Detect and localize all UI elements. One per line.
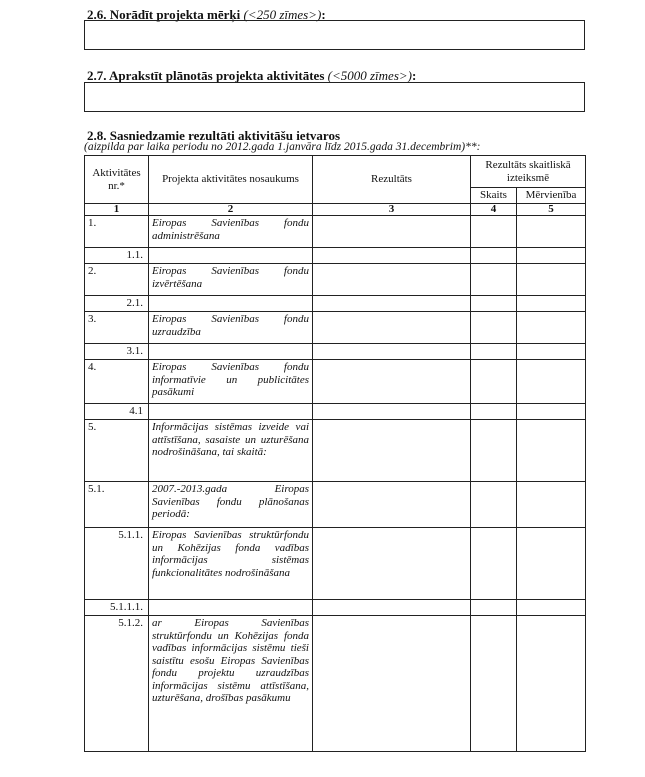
section-2-8-note: (aizpilda par laika periodu no 2012.gada 1.janvāra līdz 2015.gada 31.decembrim)**: bbox=[84, 141, 481, 153]
row-number: 4. bbox=[85, 360, 149, 404]
row-number: 2. bbox=[85, 264, 149, 296]
header-unit: Mērvienība bbox=[517, 188, 586, 204]
result-cell[interactable] bbox=[313, 264, 471, 296]
result-cell[interactable] bbox=[313, 482, 471, 528]
header-result: Rezultāts bbox=[313, 156, 471, 204]
planned-activities-field[interactable] bbox=[84, 82, 585, 112]
column-number: 2 bbox=[149, 204, 313, 216]
table-row bbox=[85, 360, 586, 404]
section-2-7-hint: (<5000 zīmes>) bbox=[327, 68, 412, 83]
activity-name-cell: Eiropas Savienības fondu informatīvie un publicitātes pasākumi bbox=[149, 360, 313, 404]
result-cell[interactable] bbox=[313, 248, 471, 264]
count-cell[interactable] bbox=[471, 482, 517, 528]
count-cell[interactable] bbox=[471, 600, 517, 616]
project-goal-field[interactable] bbox=[84, 20, 585, 50]
activity-name-cell[interactable] bbox=[149, 344, 313, 360]
table-row bbox=[85, 528, 586, 600]
activity-name-cell: Informācijas sistēmas izveide vai attīstīšana, sasaiste un uzturēšana nodrošināšana, tai skaitā: bbox=[149, 420, 313, 482]
section-2-6-label: 2.6. Norādīt projekta mērķi bbox=[87, 7, 241, 22]
section-2-6-colon: : bbox=[321, 7, 326, 22]
activity-name-cell[interactable] bbox=[149, 296, 313, 312]
unit-cell[interactable] bbox=[517, 482, 586, 528]
count-cell[interactable] bbox=[471, 264, 517, 296]
count-cell[interactable] bbox=[471, 312, 517, 344]
table-row bbox=[85, 344, 586, 360]
result-cell[interactable] bbox=[313, 420, 471, 482]
header-activity-name: Projekta aktivitātes nosaukums bbox=[149, 156, 313, 204]
activity-name-cell: Eiropas Savienības fondu izvērtēšana bbox=[149, 264, 313, 296]
count-cell[interactable] bbox=[471, 616, 517, 752]
unit-cell[interactable] bbox=[517, 216, 586, 248]
section-2-7-label: 2.7. Aprakstīt plānotās projekta aktivitātes bbox=[87, 68, 325, 83]
row-number: 3.1. bbox=[85, 344, 149, 360]
header-numeric-group: Rezultāts skaitliskā izteiksmē bbox=[471, 156, 586, 188]
column-number: 3 bbox=[313, 204, 471, 216]
table-row bbox=[85, 312, 586, 344]
count-cell[interactable] bbox=[471, 216, 517, 248]
activity-name-cell[interactable] bbox=[149, 404, 313, 420]
activity-name-cell[interactable] bbox=[149, 600, 313, 616]
row-number: 1.1. bbox=[85, 248, 149, 264]
count-cell[interactable] bbox=[471, 420, 517, 482]
count-cell[interactable] bbox=[471, 528, 517, 600]
count-cell[interactable] bbox=[471, 296, 517, 312]
result-cell[interactable] bbox=[313, 216, 471, 248]
unit-cell[interactable] bbox=[517, 248, 586, 264]
result-cell[interactable] bbox=[313, 616, 471, 752]
unit-cell[interactable] bbox=[517, 296, 586, 312]
activity-name-cell: Eiropas Savienības fondu administrēšana bbox=[149, 216, 313, 248]
result-cell[interactable] bbox=[313, 360, 471, 404]
table-row bbox=[85, 404, 586, 420]
unit-cell[interactable] bbox=[517, 420, 586, 482]
activity-name-cell: Eiropas Savienības struktūrfondu un Kohēzijas fonda vadības informācijas sistēmas funkcionalitātes nodrošināšana bbox=[149, 528, 313, 600]
table-row bbox=[85, 264, 586, 296]
section-2-7-colon: : bbox=[411, 68, 417, 83]
activity-name-cell[interactable] bbox=[149, 248, 313, 264]
row-number: 5.1.2. bbox=[85, 616, 149, 752]
activity-name-cell: 2007.-2013.gada Eiropas Savienības fondu plānošanas periodā: bbox=[149, 482, 313, 528]
unit-cell[interactable] bbox=[517, 312, 586, 344]
activity-name-cell: ar Eiropas Savienības struktūrfondu un Kohēzijas fonda vadības informācijas sistēmu tieši saistītu esošu Eiropas Savienības fondu projektu uzraudzības informācijas sistēmu attīstīšana, uzturēšana, drošības pasākumu bbox=[149, 616, 313, 752]
results-table bbox=[84, 155, 586, 752]
table-row bbox=[85, 296, 586, 312]
section-2-8-label: 2.8. Sasniedzamie rezultāti aktivitāšu ietvaros bbox=[87, 128, 341, 143]
column-number: 1 bbox=[85, 204, 149, 216]
row-number: 5.1. bbox=[85, 482, 149, 528]
unit-cell[interactable] bbox=[517, 616, 586, 752]
count-cell[interactable] bbox=[471, 360, 517, 404]
table-row bbox=[85, 600, 586, 616]
row-number: 1. bbox=[85, 216, 149, 248]
table-row bbox=[85, 420, 586, 482]
row-number: 2.1. bbox=[85, 296, 149, 312]
row-number: 4.1 bbox=[85, 404, 149, 420]
result-cell[interactable] bbox=[313, 296, 471, 312]
column-number: 5 bbox=[517, 204, 586, 216]
row-number: 5. bbox=[85, 420, 149, 482]
unit-cell[interactable] bbox=[517, 264, 586, 296]
count-cell[interactable] bbox=[471, 248, 517, 264]
unit-cell[interactable] bbox=[517, 600, 586, 616]
row-number: 5.1.1. bbox=[85, 528, 149, 600]
row-number: 3. bbox=[85, 312, 149, 344]
column-number: 4 bbox=[471, 204, 517, 216]
unit-cell[interactable] bbox=[517, 528, 586, 600]
row-number: 5.1.1.1. bbox=[85, 600, 149, 616]
section-2-6-hint: (<250 zīmes>) bbox=[243, 7, 322, 22]
result-cell[interactable] bbox=[313, 600, 471, 616]
count-cell[interactable] bbox=[471, 344, 517, 360]
result-cell[interactable] bbox=[313, 404, 471, 420]
count-cell[interactable] bbox=[471, 404, 517, 420]
unit-cell[interactable] bbox=[517, 404, 586, 420]
result-cell[interactable] bbox=[313, 312, 471, 344]
result-cell[interactable] bbox=[313, 344, 471, 360]
unit-cell[interactable] bbox=[517, 344, 586, 360]
header-count: Skaits bbox=[471, 188, 517, 204]
header-activity-nr: Aktivitātes nr.* bbox=[85, 156, 149, 204]
activity-name-cell: Eiropas Savienības fondu uzraudzība bbox=[149, 312, 313, 344]
table-row bbox=[85, 482, 586, 528]
unit-cell[interactable] bbox=[517, 360, 586, 404]
table-row bbox=[85, 216, 586, 248]
table-row bbox=[85, 616, 586, 752]
result-cell[interactable] bbox=[313, 528, 471, 600]
table-row bbox=[85, 248, 586, 264]
